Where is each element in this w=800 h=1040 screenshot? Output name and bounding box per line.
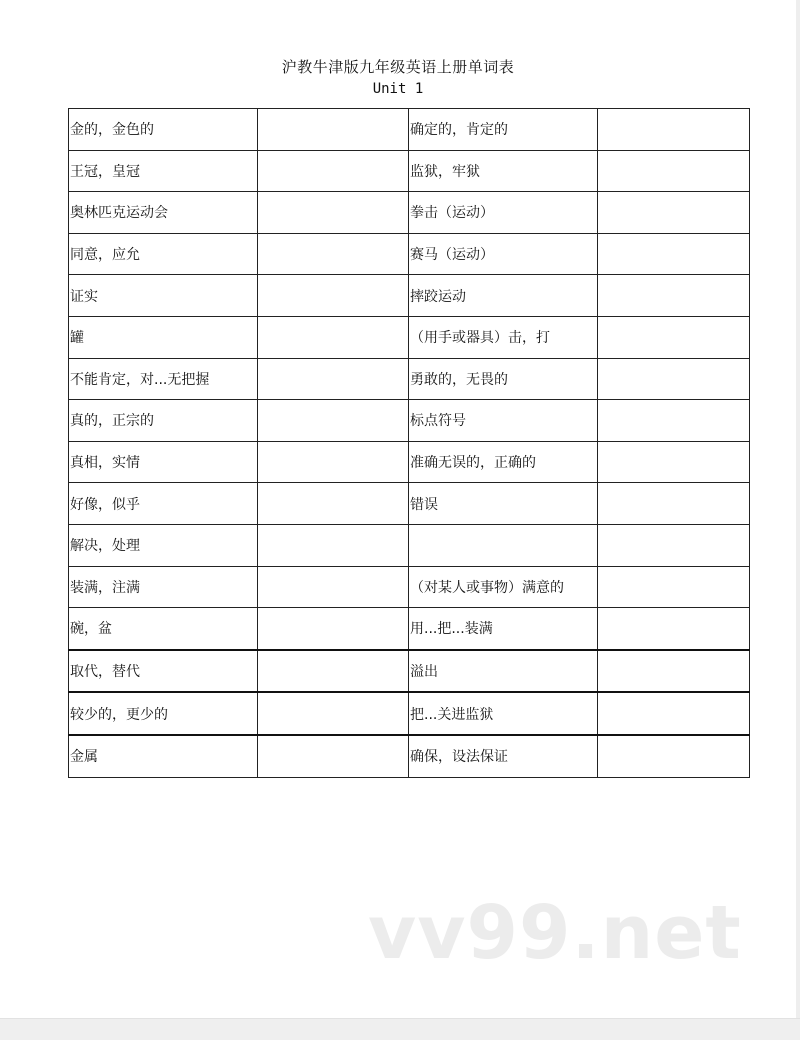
english-word-cell [258, 109, 409, 151]
english-word-cell [598, 150, 750, 192]
table-row [69, 192, 750, 234]
english-word-cell [258, 608, 409, 650]
chinese-meaning-cell: 赛马（运动） [409, 233, 598, 275]
table-row [69, 233, 750, 275]
chinese-meaning-cell: 把...关进监狱 [409, 692, 598, 735]
english-word-cell [598, 441, 750, 483]
chinese-meaning-cell: 王冠，皇冠 [69, 150, 258, 192]
english-word-cell [598, 483, 750, 525]
english-word-cell [258, 524, 409, 566]
chinese-meaning-cell: 用...把...装满 [409, 608, 598, 650]
unit-label: Unit 1 [372, 81, 424, 97]
english-word-cell [258, 358, 409, 400]
page-bottom-margin [0, 1018, 800, 1040]
chinese-meaning-cell: 准确无误的，正确的 [409, 441, 598, 483]
table-row [69, 400, 750, 442]
chinese-meaning-cell: 金属 [69, 735, 258, 777]
page-edge [796, 0, 800, 1039]
english-word-cell [598, 692, 750, 735]
english-word-cell [258, 650, 409, 693]
table-row [69, 483, 750, 525]
english-word-cell [598, 192, 750, 234]
chinese-meaning-cell [409, 524, 598, 566]
watermark-text: vv99.net [368, 890, 742, 976]
chinese-meaning-cell: 碗，盆 [69, 608, 258, 650]
chinese-meaning-cell: 较少的，更少的 [69, 692, 258, 735]
chinese-meaning-cell: （用手或器具）击，打 [409, 316, 598, 358]
chinese-meaning-cell: （对某人或事物）满意的 [409, 566, 598, 608]
english-word-cell [598, 608, 750, 650]
chinese-meaning-cell: 真相，实情 [69, 441, 258, 483]
table-row [69, 275, 750, 317]
table-row [69, 524, 750, 566]
english-word-cell [598, 109, 750, 151]
vocabulary-table [68, 108, 750, 778]
chinese-meaning-cell: 溢出 [409, 650, 598, 693]
chinese-meaning-cell: 勇敢的，无畏的 [409, 358, 598, 400]
english-word-cell [258, 400, 409, 442]
chinese-meaning-cell: 解决，处理 [69, 524, 258, 566]
english-word-cell [258, 483, 409, 525]
document-title: 沪教牛津版九年级英语上册单词表 [281, 58, 515, 76]
table-row [69, 316, 750, 358]
table-row [69, 692, 750, 735]
chinese-meaning-cell: 摔跤运动 [409, 275, 598, 317]
table-row [69, 608, 750, 650]
table-row [69, 150, 750, 192]
table-row [69, 650, 750, 693]
english-word-cell [258, 150, 409, 192]
chinese-meaning-cell: 同意，应允 [69, 233, 258, 275]
chinese-meaning-cell: 监狱，牢狱 [409, 150, 598, 192]
table-row [69, 358, 750, 400]
chinese-meaning-cell: 确保，设法保证 [409, 735, 598, 777]
english-word-cell [598, 316, 750, 358]
table-row [69, 109, 750, 151]
chinese-meaning-cell: 金的，金色的 [69, 109, 258, 151]
english-word-cell [598, 735, 750, 777]
english-word-cell [598, 400, 750, 442]
chinese-meaning-cell: 罐 [69, 316, 258, 358]
english-word-cell [598, 233, 750, 275]
chinese-meaning-cell: 取代，替代 [69, 650, 258, 693]
chinese-meaning-cell: 拳击（运动） [409, 192, 598, 234]
table-row [69, 441, 750, 483]
chinese-meaning-cell: 证实 [69, 275, 258, 317]
english-word-cell [598, 566, 750, 608]
chinese-meaning-cell: 装满，注满 [69, 566, 258, 608]
chinese-meaning-cell: 好像，似乎 [69, 483, 258, 525]
chinese-meaning-cell: 不能肯定，对...无把握 [69, 358, 258, 400]
english-word-cell [258, 735, 409, 777]
chinese-meaning-cell: 标点符号 [409, 400, 598, 442]
chinese-meaning-cell: 确定的，肯定的 [409, 109, 598, 151]
english-word-cell [258, 566, 409, 608]
english-word-cell [598, 524, 750, 566]
english-word-cell [258, 316, 409, 358]
english-word-cell [258, 192, 409, 234]
english-word-cell [258, 692, 409, 735]
chinese-meaning-cell: 错误 [409, 483, 598, 525]
english-word-cell [258, 441, 409, 483]
chinese-meaning-cell: 奥林匹克运动会 [69, 192, 258, 234]
english-word-cell [598, 275, 750, 317]
table-row [69, 566, 750, 608]
english-word-cell [258, 233, 409, 275]
english-word-cell [598, 358, 750, 400]
english-word-cell [258, 275, 409, 317]
chinese-meaning-cell: 真的，正宗的 [69, 400, 258, 442]
english-word-cell [598, 650, 750, 693]
table-row [69, 735, 750, 777]
